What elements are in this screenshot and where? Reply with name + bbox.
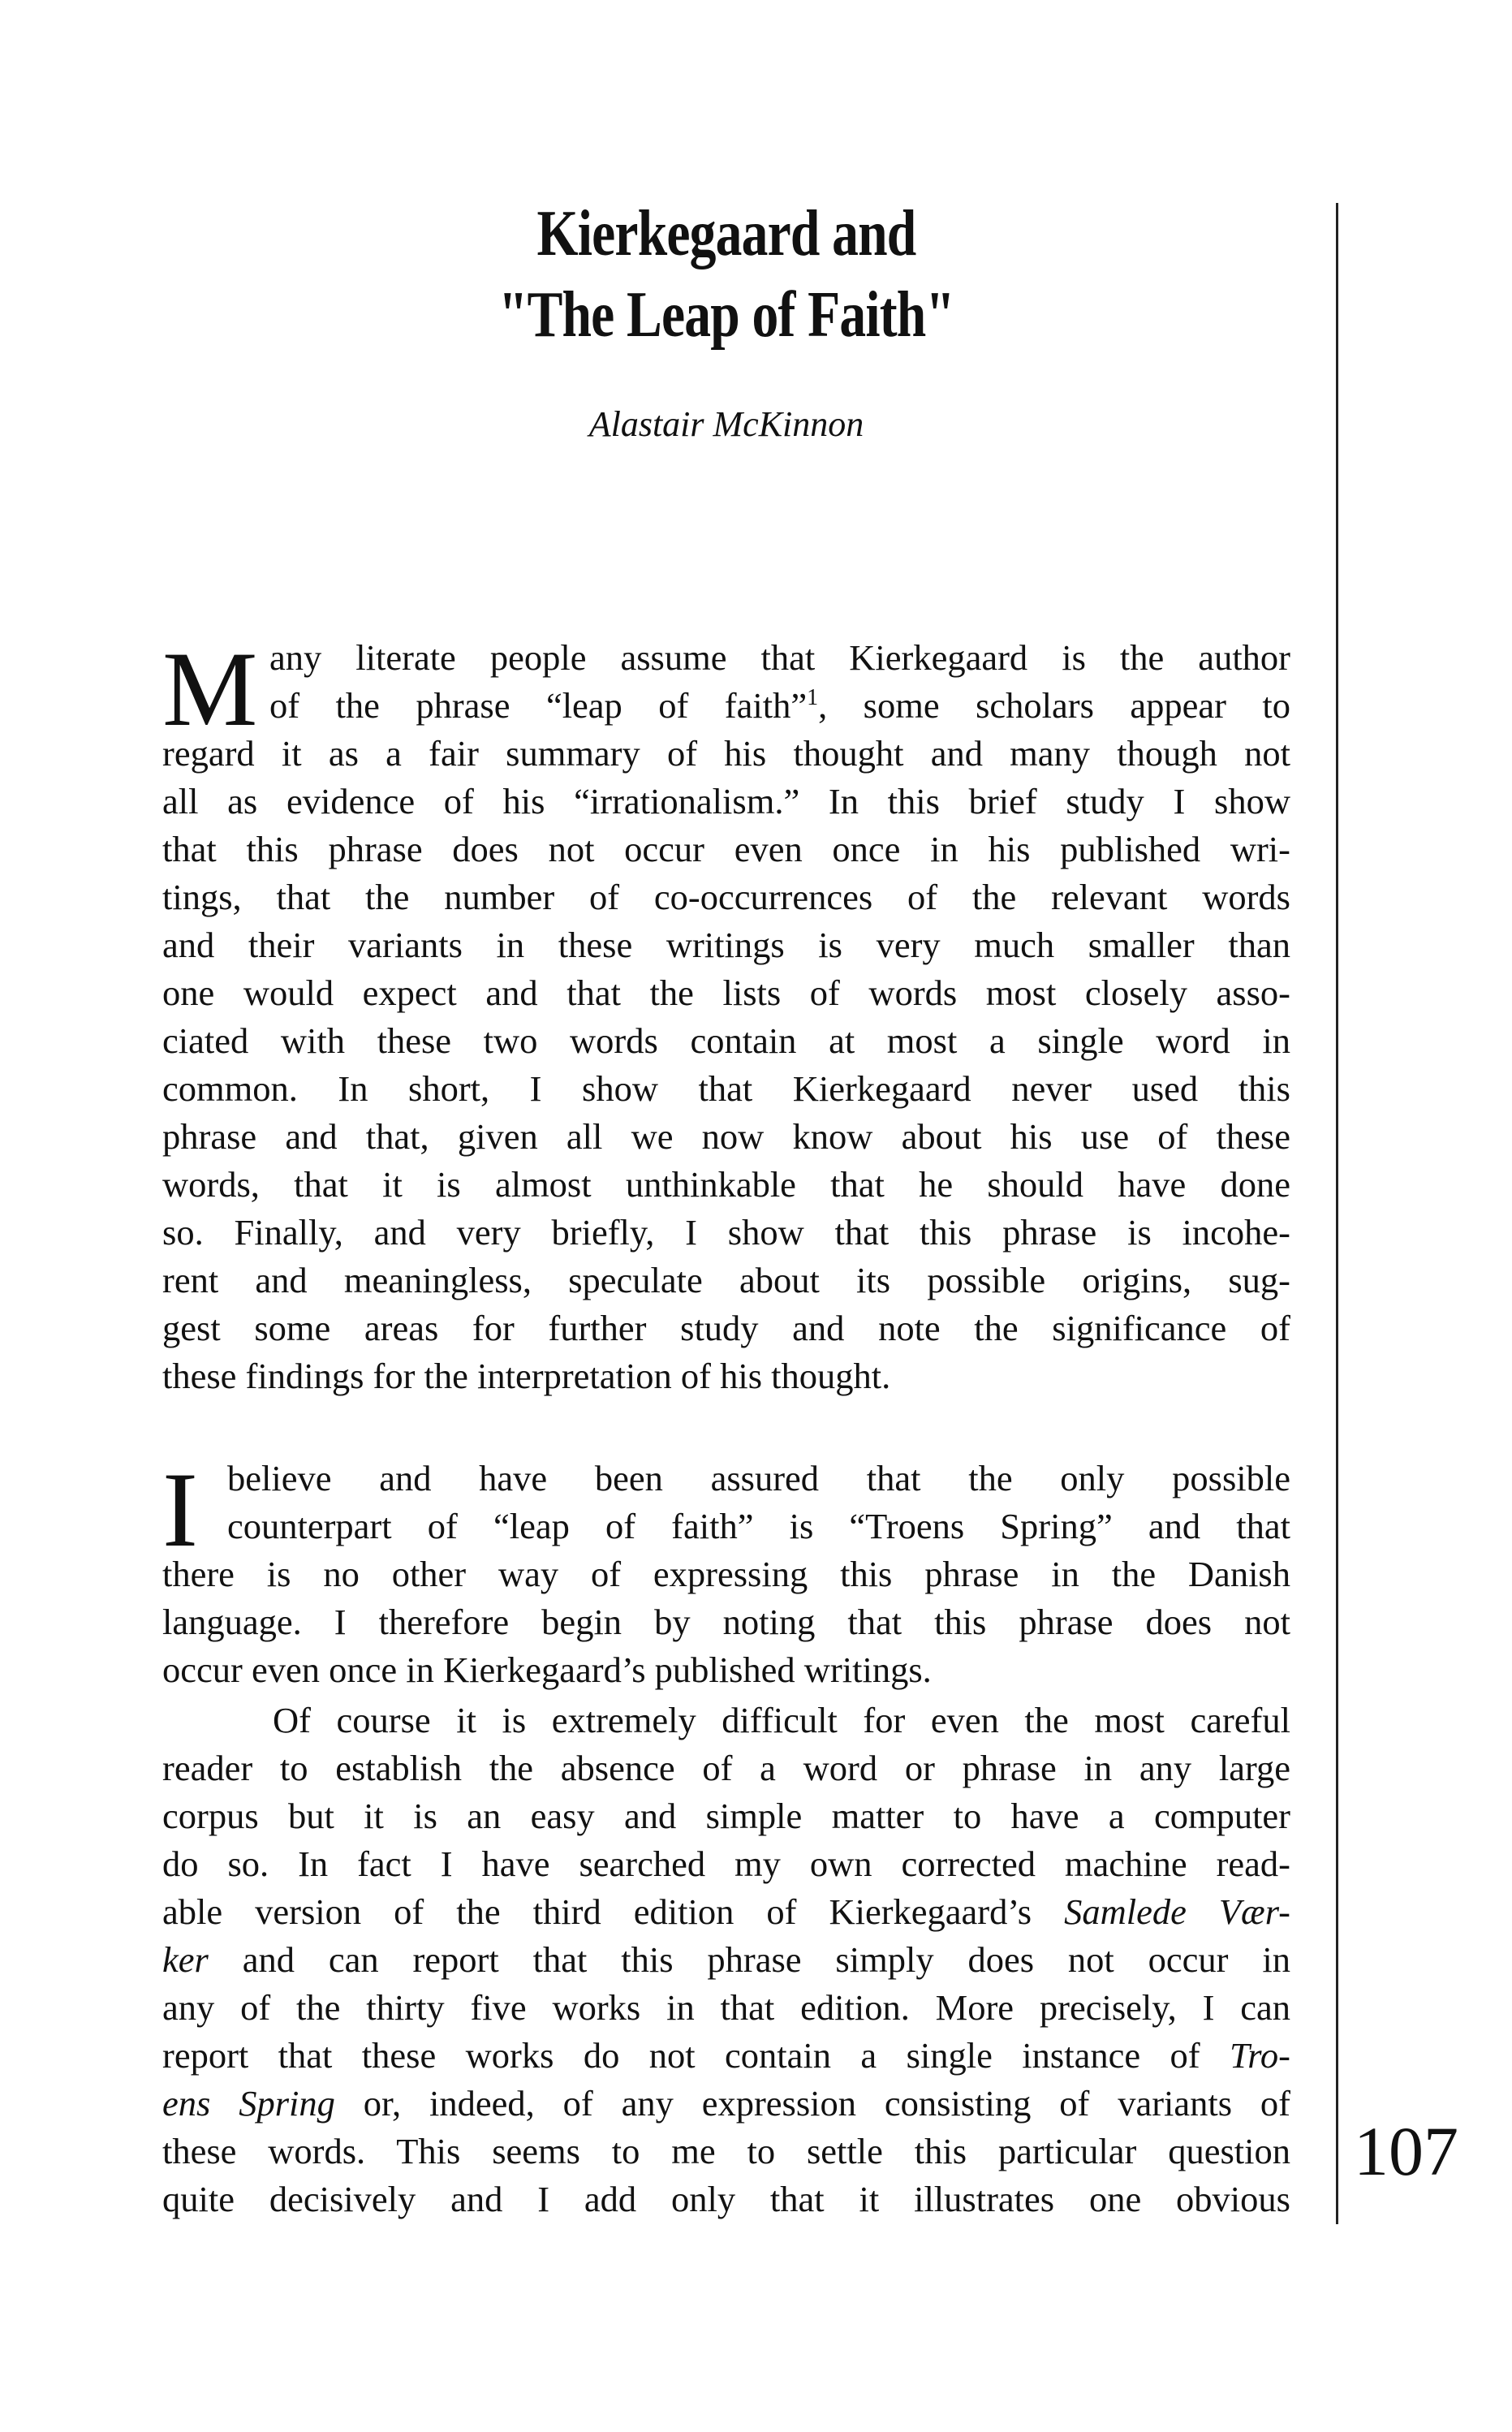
text-line: one would expect and that the lists of words most closely asso-	[162, 972, 1290, 1013]
text-line: there is no other way of expressing this phrase in the Danish	[162, 1554, 1290, 1594]
text-line: words, that it is almost unthinkable that he should have done	[162, 1164, 1290, 1205]
text-line	[162, 1936, 1290, 1984]
text-line	[162, 682, 1290, 730]
text-line: that this phrase does not occur even once in his published wri-	[162, 829, 1290, 869]
text-line: language. I therefore begin by noting that this phrase does not	[162, 1602, 1290, 1642]
paragraph-3	[162, 1697, 1290, 2223]
drop-cap: M	[162, 629, 258, 748]
italic-phrase: ens Spring	[162, 2083, 335, 2124]
text-line: any of the thirty five works in that edition. More precisely, I can	[162, 1987, 1290, 2028]
text-line: all as evidence of his “irrationalism.” In this brief study I show	[162, 781, 1290, 821]
article-author: Alastair McKinnon	[588, 404, 864, 444]
margin-rule	[1336, 203, 1338, 2224]
text-line	[162, 2032, 1290, 2080]
text-line: rent and meaningless, speculate about its possible origins, sug-	[162, 1260, 1290, 1300]
text-line: regard it as a fair summary of his thought and many though not	[162, 733, 1290, 774]
text-line: tings, that the number of co-occurrences of the relevant words	[162, 877, 1290, 917]
footnote-marker: 1	[807, 685, 819, 711]
article-title-line-2: "The Leap of Faith"	[498, 279, 955, 351]
paragraph-1	[162, 629, 1290, 1400]
text-line: these words. This seems to me to settle this particular question	[162, 2131, 1290, 2171]
text-span: , some scholars appear to	[818, 685, 1290, 726]
text-span: of the phrase “leap of faith”	[269, 685, 808, 726]
italic-title: ker	[162, 1939, 209, 1980]
text-line: common. In short, I show that Kierkegaard never used this	[162, 1068, 1290, 1109]
text-line: do so. In fact I have searched my own corrected machine read-	[162, 1843, 1290, 1884]
paragraph-2	[162, 1450, 1290, 1694]
text-span: report that these works do not contain a single instance of	[162, 2035, 1230, 2076]
text-line: believe and have been assured that the only possible	[227, 1458, 1290, 1498]
text-line: so. Finally, and very briefly, I show that this phrase is incohe-	[162, 1212, 1290, 1253]
text-line: counterpart of “leap of faith” is “Troens Spring” and that	[227, 1506, 1290, 1546]
text-line: ciated with these two words contain at most a single word in	[162, 1020, 1290, 1061]
text-line	[162, 1888, 1290, 1936]
text-line: gest some areas for further study and note the significance of	[162, 1308, 1290, 1348]
drop-cap: I	[162, 1450, 198, 1569]
text-line: these findings for the interpretation of his thought.	[162, 1356, 891, 1396]
text-span: able version of the third edition of Kierkegaard’s	[162, 1891, 1065, 1932]
page-number: 107	[1354, 2112, 1458, 2190]
text-line: and their variants in these writings is very much smaller than	[162, 925, 1290, 965]
text-line	[162, 2080, 1290, 2128]
text-line: reader to establish the absence of a word or phrase in any large	[162, 1748, 1290, 1788]
text-line: quite decisively and I add only that it illustrates one obvious	[162, 2179, 1290, 2219]
text-line: Of course it is extremely difficult for even the most careful	[273, 1700, 1290, 1740]
text-line: corpus but it is an easy and simple matter to have a computer	[162, 1796, 1290, 1836]
text-line: occur even once in Kierkegaard’s published writings.	[162, 1649, 932, 1690]
italic-title: Samlede Vær-	[1064, 1891, 1290, 1932]
article-title-line-1: Kierkegaard and	[536, 198, 916, 270]
article-title	[264, 193, 1189, 356]
text-span: or, indeed, of any expression consisting of variants of	[334, 2083, 1290, 2124]
italic-phrase: Tro-	[1229, 2035, 1290, 2076]
text-span: and can report that this phrase simply does not occur in	[208, 1939, 1290, 1980]
text-line: any literate people assume that Kierkegaard is the author	[269, 637, 1290, 678]
text-line: phrase and that, given all we now know about his use of these	[162, 1116, 1290, 1157]
